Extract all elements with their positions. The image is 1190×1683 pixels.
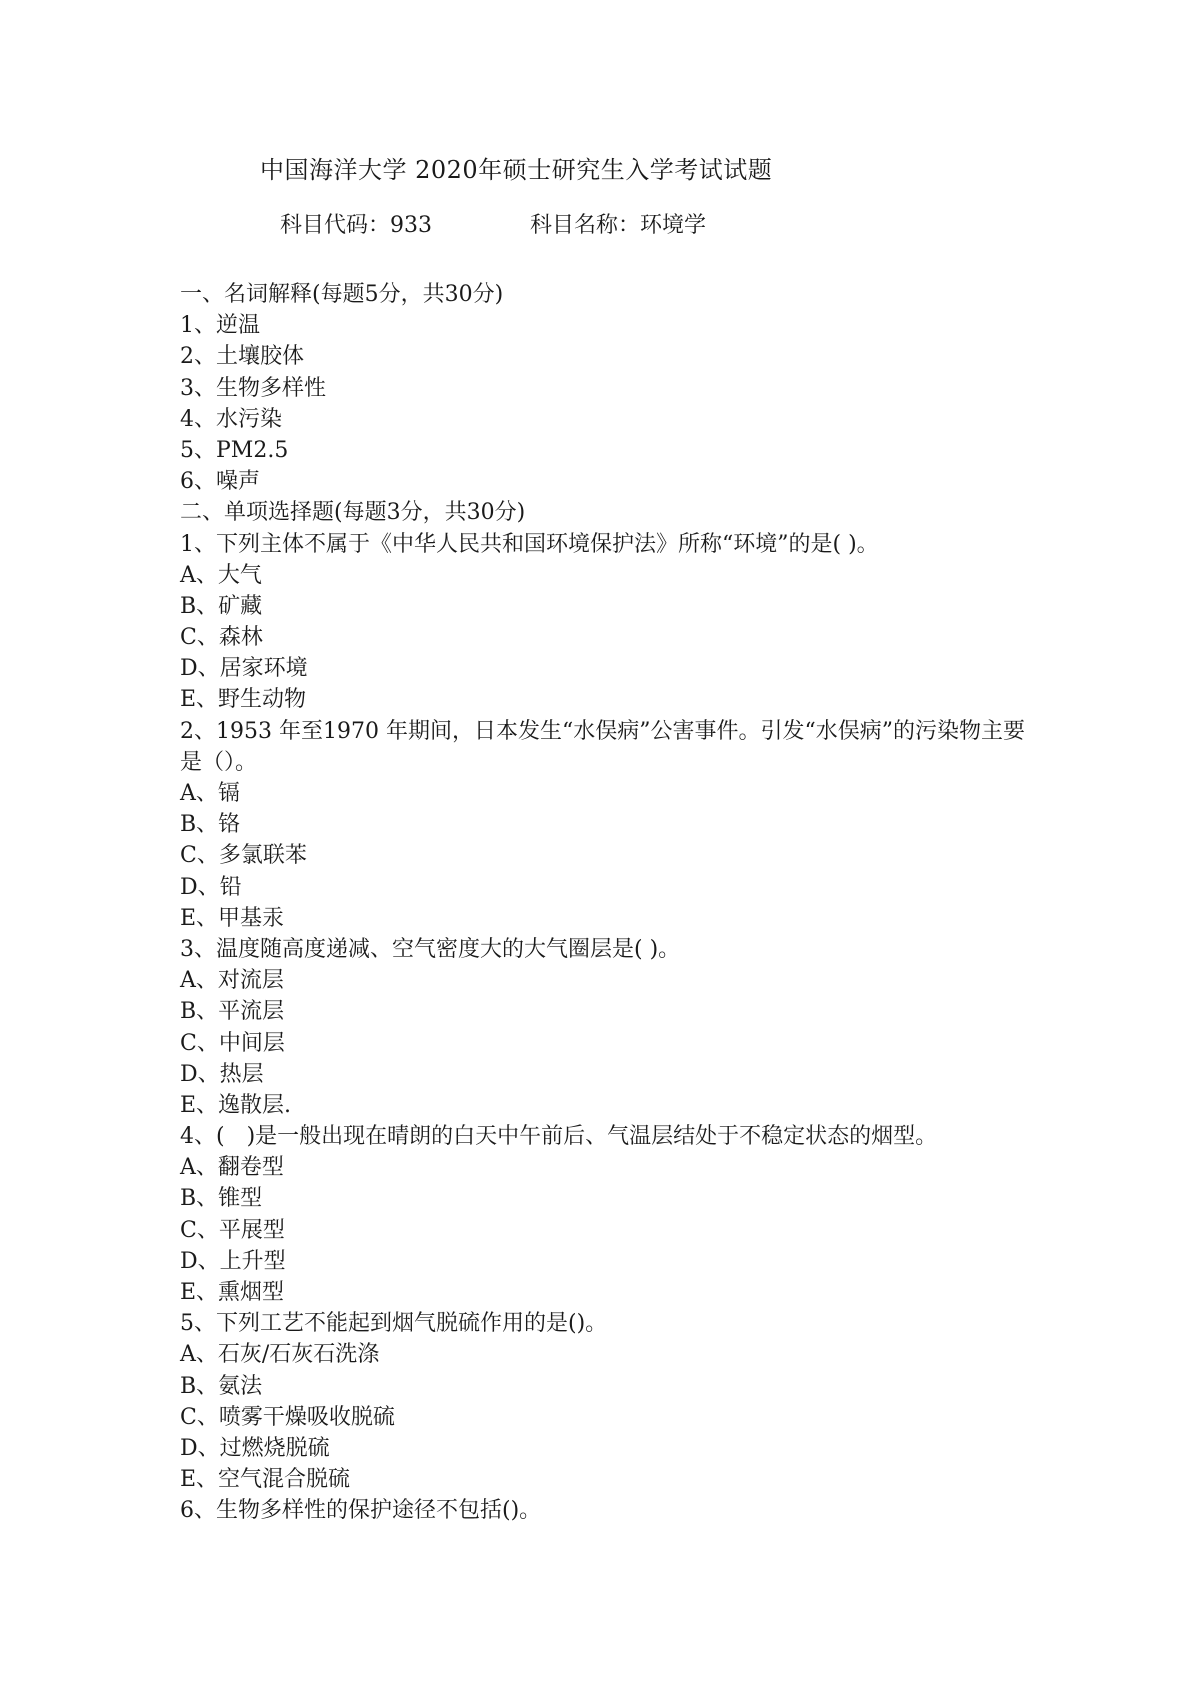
- option-item: A、翻卷型: [180, 1155, 284, 1181]
- option-item: D、热层: [180, 1061, 264, 1087]
- question-6: 6、生物多样性的保护途径不包括()。: [180, 1498, 542, 1524]
- option-item: E、甲基汞: [180, 905, 285, 931]
- question-1: 1、下列主体不属于《中华人民共和国环境保护法》所称“环境”的是( )。: [180, 531, 879, 557]
- section-heading-1: 一、名词解释(每题5分，共30分): [180, 282, 504, 307]
- option-item: B、氨法: [180, 1373, 263, 1399]
- option-item: B、平流层: [180, 999, 285, 1025]
- option-item: D、过燃烧脱硫: [180, 1435, 330, 1461]
- option-item: E、野生动物: [180, 687, 307, 713]
- question-5: 5、下列工艺不能起到烟气脱硫作用的是()。: [180, 1311, 608, 1337]
- option-item: D、铅: [180, 874, 242, 900]
- option-item: C、平展型: [180, 1217, 285, 1243]
- question-2: 2、1953 年至1970 年期间，日本发生“水俣病”公害事件。引发“水俣病”的污染物主要是（）。: [180, 718, 1025, 775]
- term-item: 2、土壤胶体: [180, 344, 304, 370]
- option-item: C、中间层: [180, 1030, 285, 1056]
- option-item: E、空气混合脱硫: [180, 1467, 351, 1493]
- page-title: 中国海洋大学 2020年硕士研究生入学考试试题: [260, 156, 773, 184]
- option-item: E、逸散层.: [180, 1092, 292, 1118]
- question-3: 3、温度随高度递减、空气密度大的大气圈层是( )。: [180, 936, 681, 962]
- term-item: 5、PM2.5: [180, 437, 289, 463]
- subject-code: 科目代码：933: [280, 213, 432, 238]
- section-heading-2: 二、单项选择题(每题3分，共30分): [180, 500, 526, 526]
- option-item: A、镉: [180, 781, 240, 807]
- option-item: A、石灰/石灰石洗涤: [180, 1342, 380, 1368]
- option-item: D、居家环境: [180, 656, 308, 682]
- question-4: 4、( )是一般出现在晴朗的白天中午前后、气温层结处于不稳定状态的烟型。: [180, 1124, 938, 1150]
- option-item: B、铬: [180, 812, 241, 838]
- option-item: D、上升型: [180, 1248, 286, 1274]
- term-item: 4、水污染: [180, 406, 282, 432]
- option-item: C、多氯联苯: [180, 843, 307, 869]
- term-item: 6、噪声: [180, 469, 260, 495]
- option-item: B、矿藏: [180, 593, 263, 619]
- exam-content: [180, 279, 1040, 1527]
- term-item: 3、生物多样性: [180, 375, 326, 401]
- option-item: B、锥型: [180, 1186, 263, 1212]
- option-item: A、对流层: [180, 968, 284, 994]
- option-item: C、喷雾干燥吸收脱硫: [180, 1404, 395, 1430]
- term-item: 1、逆温: [180, 313, 260, 339]
- subject-name: 科目名称：环境学: [530, 213, 707, 238]
- option-item: A、大气: [180, 562, 262, 588]
- subject-info-row: [280, 208, 706, 239]
- option-item: C、森林: [180, 625, 263, 651]
- option-item: E、熏烟型: [180, 1280, 285, 1306]
